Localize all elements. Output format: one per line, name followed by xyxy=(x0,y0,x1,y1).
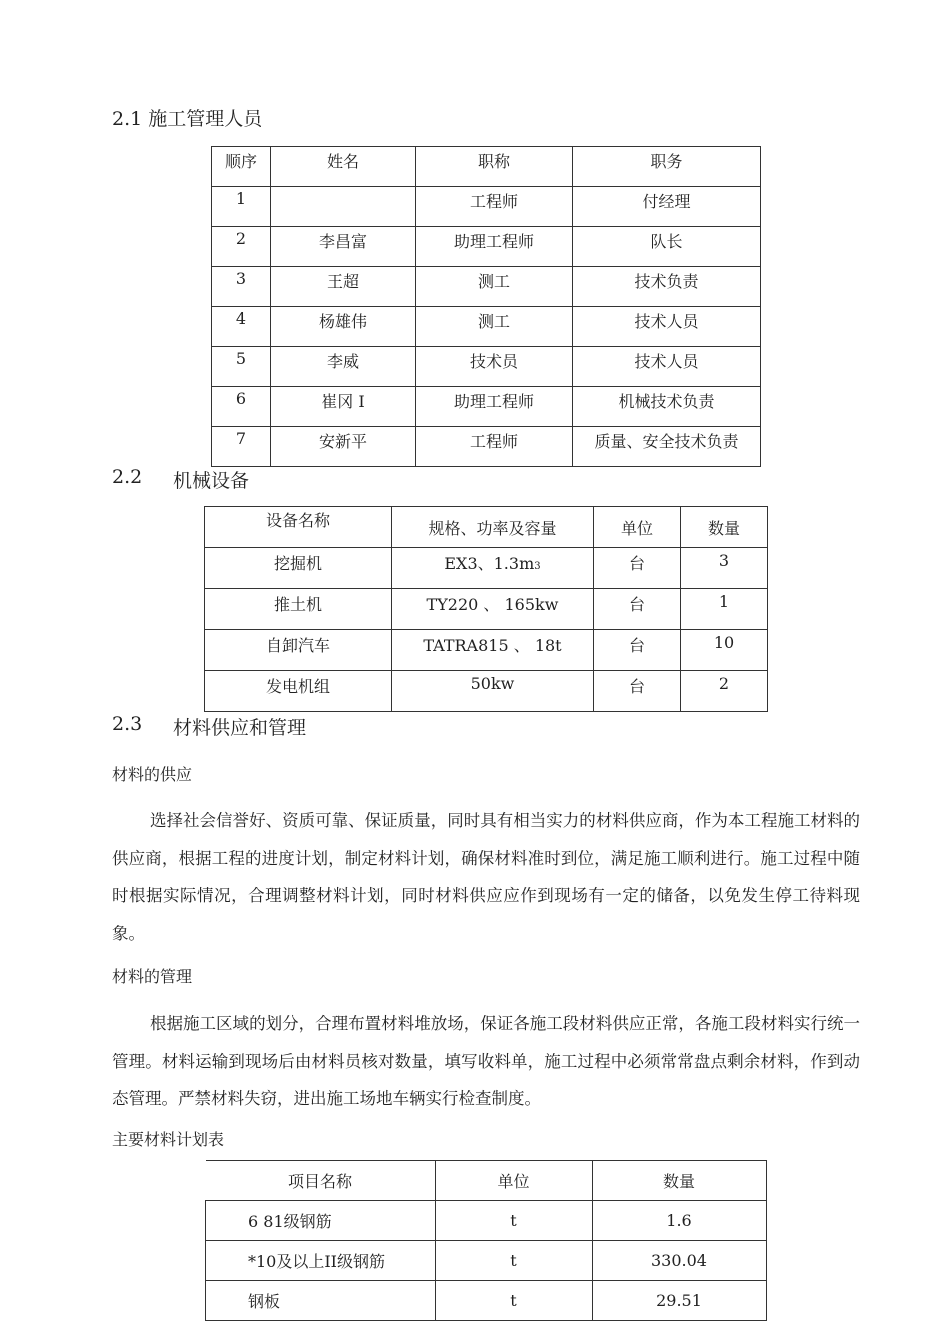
section-heading-2-1: 2.1 施工管理人员 xyxy=(112,108,263,130)
cell: 29.51 xyxy=(592,1281,766,1321)
table-row xyxy=(205,589,768,630)
table-header-row xyxy=(206,1161,767,1201)
col-header: 职称 xyxy=(416,147,573,187)
table-row xyxy=(212,387,761,427)
cell: 推土机 xyxy=(205,589,392,630)
cell: 质量、安全技术负责 xyxy=(573,427,761,467)
col-header: 顺序 xyxy=(212,147,271,187)
cell: 6 xyxy=(212,387,271,427)
cell: 助理工程师 xyxy=(416,227,573,267)
cell: 台 xyxy=(594,630,681,671)
paragraph-management: 根据施工区域的划分，合理布置材料堆放场，保证各施工段材料供应正常，各施工段材料实行统一管理。材料运输到现场后由材料员核对数量，填写收料单，施工过程中必须常常盘点剩余材料，作到动态管理。严禁材料失窃，进出施工场地车辆实行检查制度。 xyxy=(112,1014,860,1108)
cell: 自卸汽车 xyxy=(205,630,392,671)
table-row xyxy=(212,307,761,347)
table-row xyxy=(212,347,761,387)
cell: 2 xyxy=(212,227,271,267)
cell: t xyxy=(435,1281,592,1321)
cell: 助理工程师 xyxy=(416,387,573,427)
table-row xyxy=(205,671,768,712)
cell: 李威 xyxy=(271,347,416,387)
cell: t xyxy=(435,1241,592,1281)
cell: 杨雄伟 xyxy=(271,307,416,347)
paragraph-supply: 选择社会信誉好、资质可靠、保证质量，同时具有相当实力的材料供应商，作为本工程施工材料的供应商，根据工程的进度计划，制定材料计划，确保材料准时到位，满足施工顺利进行。施工过程中随时根据实际情况，合理调整材料计划，同时材料供应应作到现场有一定的储备，以免发生停工待料现象。 xyxy=(112,811,860,943)
col-header: 项目名称 xyxy=(206,1161,436,1201)
cell: 王超 xyxy=(271,267,416,307)
col-header: 单位 xyxy=(435,1161,592,1201)
cell: 测工 xyxy=(416,267,573,307)
table-row xyxy=(212,227,761,267)
cell: TATRA815 、 18t xyxy=(392,630,594,671)
subheading-management: 材料的管理 xyxy=(112,967,193,986)
table-row xyxy=(205,630,768,671)
cell: 技术员 xyxy=(416,347,573,387)
cell: 4 xyxy=(212,307,271,347)
cell: 5 xyxy=(212,347,271,387)
table-header-row xyxy=(212,147,761,187)
table-row xyxy=(212,427,761,467)
cell: 50kw xyxy=(392,671,594,712)
col-header: 姓名 xyxy=(271,147,416,187)
col-header: 单位 xyxy=(594,507,681,548)
section-title-2-2: 机械设备 xyxy=(173,470,250,492)
cell: 工程师 xyxy=(416,427,573,467)
cell: 挖掘机 xyxy=(205,548,392,589)
cell: 技术负责 xyxy=(573,267,761,307)
col-header: 规格、功率及容量 xyxy=(392,507,594,548)
staff-table xyxy=(211,146,761,467)
cell: 1 xyxy=(212,187,271,227)
cell: 台 xyxy=(594,548,681,589)
table-row xyxy=(206,1201,767,1241)
table-row xyxy=(212,187,761,227)
col-header: 数量 xyxy=(681,507,768,548)
equipment-table xyxy=(204,506,768,712)
cell: *10及以上II级钢筋 xyxy=(206,1241,436,1281)
cell: 1.6 xyxy=(592,1201,766,1241)
cell: 6 81级钢筋 xyxy=(206,1201,436,1241)
cell: 队长 xyxy=(573,227,761,267)
cell: 发电机组 xyxy=(205,671,392,712)
cell: 工程师 xyxy=(416,187,573,227)
col-header: 设备名称 xyxy=(205,507,392,548)
cell: 钢板 xyxy=(206,1281,436,1321)
spec-text: EX3、1.3m xyxy=(444,554,535,573)
col-header: 数量 xyxy=(592,1161,766,1201)
section-number-2-3: 2.3 xyxy=(112,713,143,735)
cell: 2 xyxy=(681,671,768,712)
cell: 付经理 xyxy=(573,187,761,227)
col-header: 职务 xyxy=(573,147,761,187)
cell xyxy=(392,548,594,589)
cell: 李昌富 xyxy=(271,227,416,267)
cell: 3 xyxy=(681,548,768,589)
table-row xyxy=(205,548,768,589)
cell: 技术人员 xyxy=(573,307,761,347)
section-number-2-2: 2.2 xyxy=(112,466,143,488)
cell: 3 xyxy=(212,267,271,307)
cell: 测工 xyxy=(416,307,573,347)
cell: 7 xyxy=(212,427,271,467)
table-row xyxy=(212,267,761,307)
material-plan-table xyxy=(205,1160,767,1321)
spec-superscript: 3 xyxy=(534,561,541,572)
table-header-row xyxy=(205,507,768,548)
cell: 330.04 xyxy=(592,1241,766,1281)
cell: TY220 、 165kw xyxy=(392,589,594,630)
cell: 技术人员 xyxy=(573,347,761,387)
cell: 台 xyxy=(594,671,681,712)
subheading-supply: 材料的供应 xyxy=(112,765,193,784)
cell: 机械技术负责 xyxy=(573,387,761,427)
table-row xyxy=(206,1241,767,1281)
section-title-2-3: 材料供应和管理 xyxy=(173,717,307,739)
cell: 10 xyxy=(681,630,768,671)
cell: t xyxy=(435,1201,592,1241)
cell: 崔冈 I xyxy=(271,387,416,427)
plan-title: 主要材料计划表 xyxy=(112,1130,225,1149)
cell xyxy=(271,187,416,227)
cell: 1 xyxy=(681,589,768,630)
cell: 安新平 xyxy=(271,427,416,467)
cell: 台 xyxy=(594,589,681,630)
table-row xyxy=(206,1281,767,1321)
